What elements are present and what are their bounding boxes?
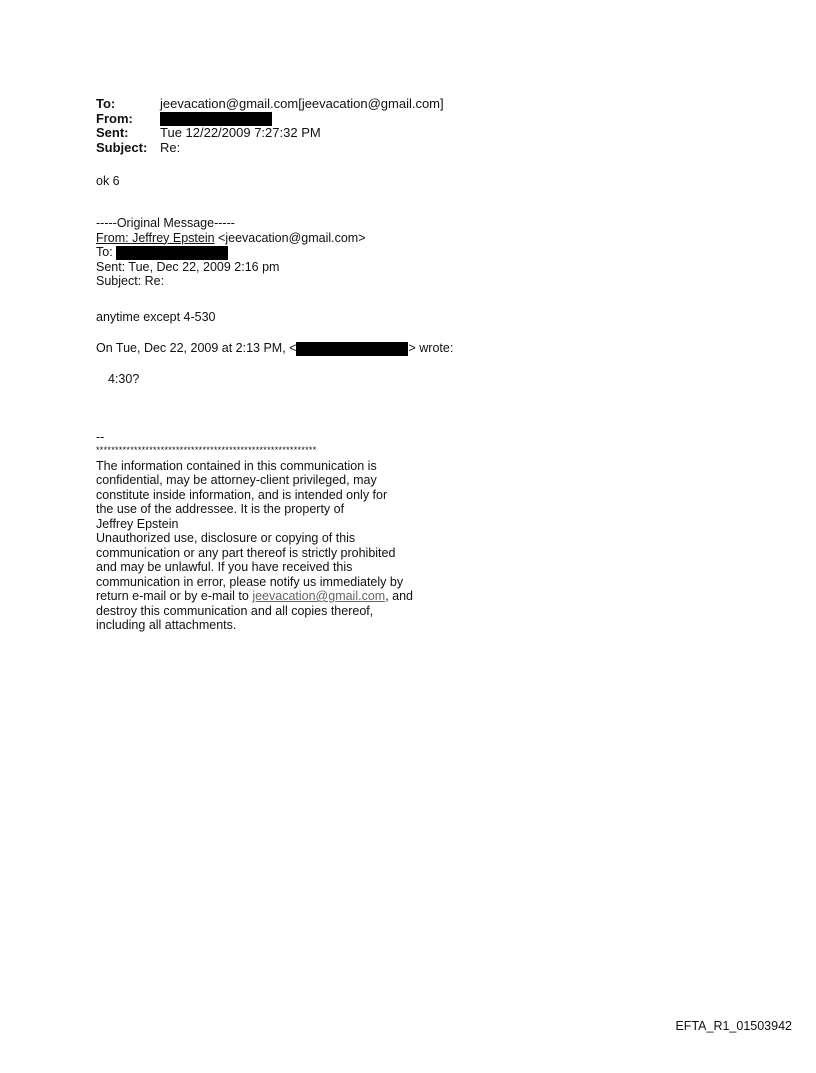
to-label: To:: [96, 96, 116, 111]
return-prefix: return e-mail or by e-mail to: [96, 589, 253, 603]
redaction-box: [160, 112, 272, 126]
redaction-box: [296, 342, 408, 356]
original-from-email: <jeevacation@gmail.com>: [214, 230, 366, 245]
disclaimer-line: and may be unlawful. If you have received this: [96, 560, 353, 574]
redaction-box: [116, 246, 228, 260]
sent-row: [96, 126, 444, 141]
reply-text: ok 6: [96, 174, 120, 188]
original-sent: Sent: Tue, Dec 22, 2009 2:16 pm: [96, 259, 280, 274]
disclaimer-line: Jeffrey Epstein: [96, 516, 179, 531]
disclaimer: [96, 430, 413, 633]
quote-intro-after: > wrote:: [408, 341, 454, 355]
return-suffix: , and: [385, 589, 414, 603]
quote-intro: [96, 341, 453, 356]
original-subject: Subject: Re:: [96, 274, 165, 289]
disclaimer-line: constitute inside information, and is intended only for: [96, 487, 388, 502]
original-body: anytime except 4-530: [96, 310, 216, 324]
disclaimer-line: the use of the addressee. It is the property of: [96, 502, 345, 516]
subject-label: Subject:: [96, 139, 148, 155]
subject-row: [96, 141, 444, 156]
disclaimer-line: The information contained in this communication is: [96, 458, 377, 473]
disclaimer-line: confidential, may be attorney-client privileged, may: [96, 473, 377, 487]
original-separator: -----Original Message-----: [96, 216, 235, 230]
quoted-text: 4:30?: [108, 372, 140, 386]
sent-label: Sent:: [96, 125, 129, 140]
disclaimer-stars: **********************************************************: [96, 444, 317, 455]
disclaimer-return-line: [96, 589, 413, 604]
to-row: [96, 97, 444, 112]
disclaimer-dashes: --: [96, 430, 105, 444]
disclaimer-line: Unauthorized use, disclosure or copying of this: [96, 531, 356, 545]
original-to: [96, 245, 366, 260]
disclaimer-line: communication or any part thereof is strictly prohibited: [96, 545, 396, 560]
quote-intro-before: On Tue, Dec 22, 2009 at 2:13 PM, <: [96, 341, 297, 355]
sent-value: Tue 12/22/2009 7:27:32 PM: [160, 125, 321, 140]
subject-value: Re:: [160, 139, 181, 155]
original-from: [96, 231, 366, 246]
original-to-label: To:: [96, 245, 113, 259]
disclaimer-line: including all attachments.: [96, 618, 237, 632]
original-from-prefix: From:: [96, 230, 133, 245]
from-label: From:: [96, 110, 133, 126]
from-row: [96, 112, 444, 127]
original-from-name: Jeffrey Epstein: [132, 230, 215, 245]
to-value: jeevacation@gmail.com[jeevacation@gmail.com]: [160, 96, 444, 111]
email-link[interactable]: jeevacation@gmail.com: [252, 589, 386, 603]
original-message: [96, 216, 366, 289]
email-header: [96, 97, 444, 155]
document-id: EFTA_R1_01503942: [675, 1019, 792, 1033]
disclaimer-line: destroy this communication and all copies thereof,: [96, 603, 374, 618]
disclaimer-line: communication in error, please notify us immediately by: [96, 574, 404, 589]
